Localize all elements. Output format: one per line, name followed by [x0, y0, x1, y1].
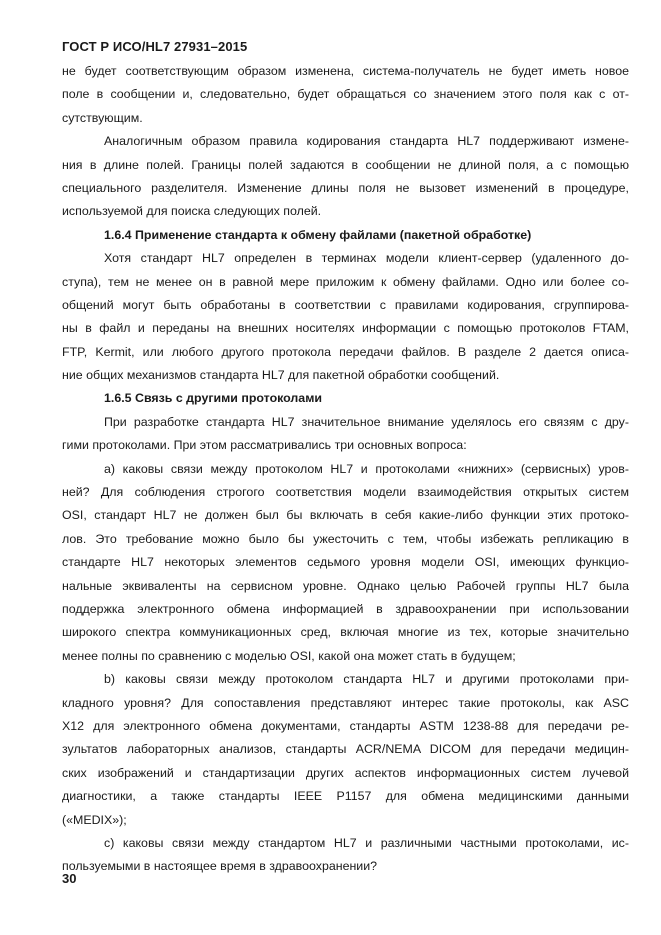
text-line: пользуемыми в настоящее время в здравоохранении?: [62, 859, 378, 874]
text-line: сутствующим.: [62, 110, 143, 125]
text-line: используемой для поиска следующих полей.: [62, 204, 322, 219]
page-number: 30: [62, 871, 77, 886]
text-line: гими протоколами. При этом рассматривались три основных вопроса:: [62, 438, 467, 453]
document-header: ГОСТ Р ИСО/HL7 27931–2015: [62, 39, 248, 54]
section-heading: 1.6.4 Применение стандарта к обмену файлами (пакетной обработке): [104, 227, 532, 242]
text-line: ней? Для соблюдения строгого соответствия модели взаимодействия открытых систем: [62, 485, 629, 500]
text-line: a) каковы связи между протоколом HL7 и протоколами «нижних» (сервисных) уров-: [104, 461, 629, 476]
text-line: не будет соответствующим образом изменена, система-получатель не будет иметь новое: [62, 64, 629, 78]
text-line: ния в длине полей. Границы полей задаются в сообщении не длиной поля, а с помощью: [62, 157, 629, 172]
text-line: При разработке стандарта HL7 значительное внимание уделялось его связям с дру-: [104, 414, 629, 429]
text-line: нальные эквиваленты на сервисном уровне. Однако целью Рабочей группы HL7 была: [62, 578, 629, 593]
text-line: FTP, Kermit, или любого другого протокола передачи файлов. В разделе 2 дается описа-: [62, 344, 629, 359]
text-line: поле в сообщении и, следовательно, будет обращаться со значением этого поля как с от-: [62, 87, 629, 102]
text-line: («MEDIX»);: [62, 812, 127, 827]
document-body: [62, 60, 629, 879]
text-line: ны в файл и переданы на внешних носителях информации с помощью протоколов FTAM,: [62, 321, 629, 336]
text-line: Аналогичным образом правила кодирования стандарта HL7 поддерживают измене-: [104, 134, 629, 149]
text-line: OSI, стандарт HL7 не должен был бы включать в себя какие-либо функции этих протоко-: [62, 508, 629, 523]
text-line: c) каковы связи между стандартом HL7 и различными частными протоколами, ис-: [104, 835, 629, 850]
text-line: широкого спектра коммуникационных сред, включая многие из тех, которые значительно: [62, 625, 629, 640]
text-line: менее полны по сравнению с моделью OSI, какой она может стать в будущем;: [62, 648, 516, 663]
text-line: ступа), тем не менее он в равной мере приложим к обмену файлами. Одно или более со-: [62, 274, 629, 289]
text-line: b) каковы связи между протоколом стандарта HL7 и другими протоколами при-: [104, 672, 629, 687]
text-line: ние общих механизмов стандарта HL7 для пакетной обработки сообщений.: [62, 368, 500, 383]
text-line: кладного уровня? Для сопоставления представляют интерес такие протоколы, как ASC: [62, 695, 629, 710]
section-heading: 1.6.5 Связь с другими протоколами: [104, 391, 322, 406]
text-line: ских изображений и стандартизации других аспектов информационных систем лучевой: [62, 765, 629, 780]
text-line: стандарте HL7 некоторых элементов седьмого уровня модели OSI, имеющих функцио-: [62, 555, 629, 570]
text-line: диагностики, а также стандарты IEEE P1157 для обмена медицинскими данными: [62, 789, 629, 804]
text-line: X12 для электронного обмена документами, стандарты ASTM 1238-88 для передачи ре-: [62, 718, 629, 733]
text-line: лов. Это требование можно было бы ужесточить с тем, чтобы избежать репликацию в: [62, 531, 629, 546]
text-line: поддержка электронного обмена информацией в здравоохранении при использовании: [62, 601, 629, 616]
text-line: зультатов лабораторных анализов, стандарты ACR/NEMA DICOM для передачи медицин-: [62, 742, 629, 757]
text-line: общений могут быть обработаны в соответствии с правилами кодирования, сгруппирова-: [62, 297, 629, 312]
text-line: Хотя стандарт HL7 определен в терминах модели клиент-сервер (удаленного до-: [104, 251, 629, 266]
text-line: специального разделителя. Изменение длины поля не вызовет изменений в процедуре,: [62, 180, 629, 195]
